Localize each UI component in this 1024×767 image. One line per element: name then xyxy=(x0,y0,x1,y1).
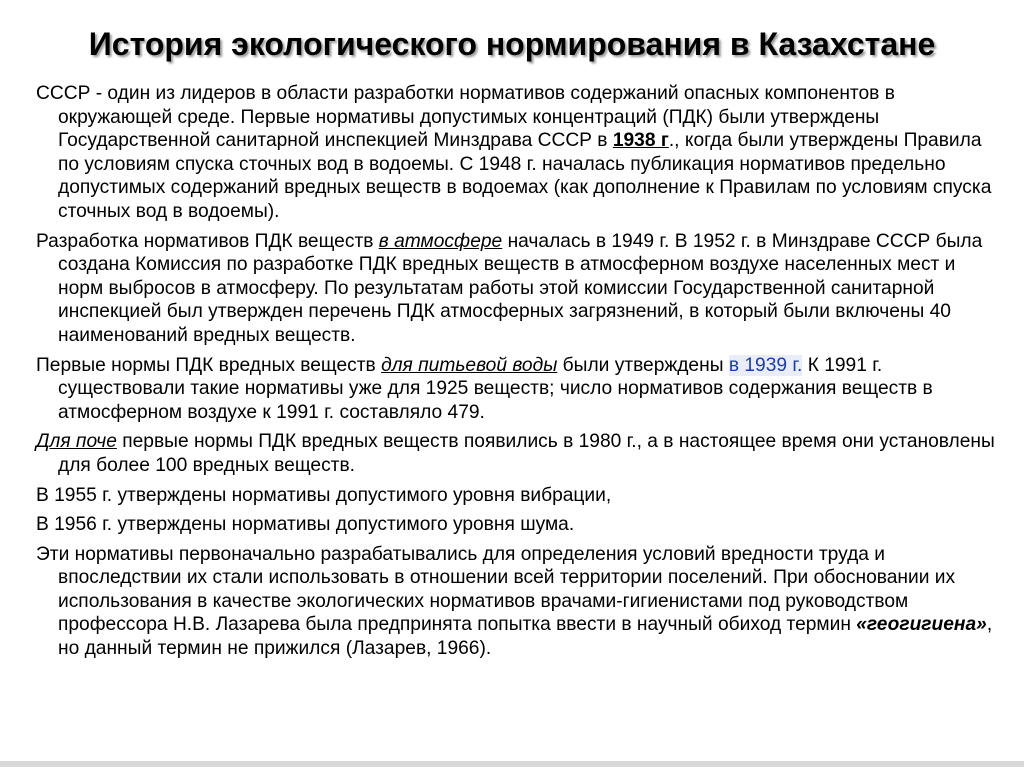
text-segment: были утверждены xyxy=(557,354,729,376)
paragraph-drinking-water xyxy=(36,354,1004,425)
text-segment: Первые нормы ПДК вредных веществ xyxy=(36,354,382,376)
emphasis-year-1938: 1938 г xyxy=(612,130,669,152)
emphasis-atmosphere: в атмосфере xyxy=(378,230,503,252)
text-segment: К 1991 г. существовали такие нормативы уже для 1925 веществ; число нормативов содержания веществ в атмосферном воздухе к 1991 г. составляло 479. xyxy=(58,354,933,423)
paragraph-soil xyxy=(36,430,1004,477)
text-segment: началась в 1949 г. В 1952 г. в Минздраве СССР была создана Комиссия по разработке ПДК вредных веществ в атмосферном воздухе населенных мест и норм выбросов в атмосферу. По результатам работы этой комиссии Государственной санитарной инспекцией был утвержден перечень ПДК атмосферных загрязнений, в который были включены 40 наименований вредных веществ. xyxy=(58,230,983,346)
paragraph-vibration xyxy=(36,484,1004,508)
text-segment: , но данный термин не прижился (Лазарев, 1966). xyxy=(58,614,993,660)
emphasis-drinking-water: для питьевой воды xyxy=(381,354,558,376)
text-segment: В 1955 г. утверждены нормативы допустимого уровня вибрации, xyxy=(36,484,612,506)
text-segment: В 1956 г. утверждены нормативы допустимого уровня шума. xyxy=(36,514,575,536)
emphasis-soil: Для поче xyxy=(36,431,117,453)
bottom-divider xyxy=(0,761,1024,767)
paragraph-noise xyxy=(36,513,1004,537)
text-segment: ., когда были утверждены Правила по условиям спуска сточных вод в водоемы. С 1948 г. началась публикация нормативов предельно допустимых содержаний вредных веществ в водоемах (как дополнение к Правилам по условиям спуска сточных вод в водоемы). xyxy=(58,130,992,222)
text-segment: Эти нормативы первоначально разрабатывались для определения условий вредности труда и впоследствии их стали использовать в отношении всей территории поселений. При обосновании их использования в качестве экологических нормативов врачами-гигиенистами под руководством профессора Н.В. Лазарева была предпринята попытка ввести в научный обиход термин xyxy=(36,543,956,636)
text-segment: первые нормы ПДК вредных веществ появились в 1980 г., а в настоящее время они установлены для более 100 вредных веществ. xyxy=(58,431,995,476)
slide-body xyxy=(36,82,1004,667)
emphasis-geohygiene: «геогигиена» xyxy=(856,614,987,636)
paragraph-ussr-leader xyxy=(36,82,1004,224)
paragraph-geohygiene xyxy=(36,543,1004,661)
text-segment: Разработка нормативов ПДК веществ xyxy=(36,230,379,252)
slide-title: История экологического нормирования в Казахстане xyxy=(88,26,936,62)
text-segment: СССР - один из лидеров в области разработки нормативов содержаний опасных компонентов в окружающей среде. Первые нормативы допустимых концентраций (ПДК) были утверждены Государственной санитарной инспекцией Минздрава СССР в xyxy=(36,83,895,152)
highlight-year-1939: в 1939 г. xyxy=(728,354,803,376)
paragraph-atmosphere xyxy=(36,230,1004,348)
